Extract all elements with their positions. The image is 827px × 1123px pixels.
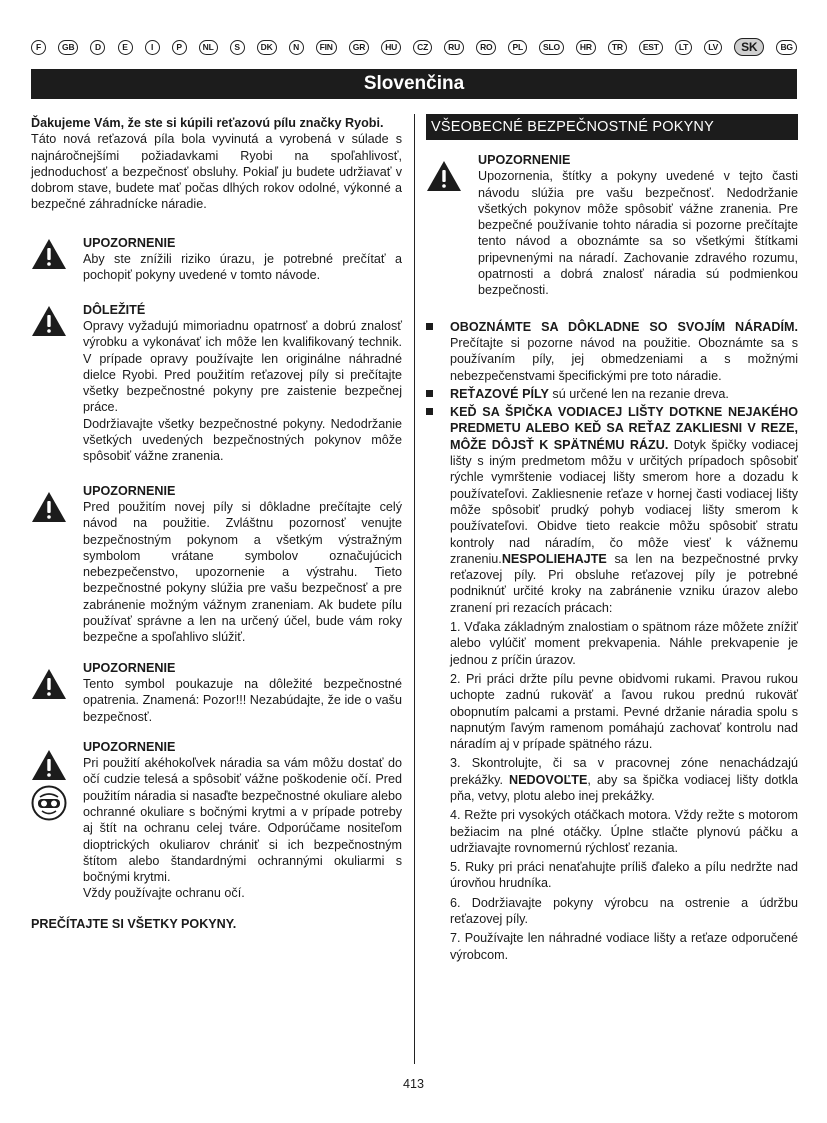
- language-badge-n: N: [289, 40, 304, 55]
- warning-triangle-icon: [426, 160, 462, 192]
- language-badge-i: I: [145, 40, 160, 55]
- numbered-item: 4. Režte pri vysokých otáčkach motora. Vždy režte s motorom bežiacim na plné otáčky. Úplne stlačte plynovú páčku a udržiavajte rovnomernú rýchlosť rezania.: [450, 808, 798, 855]
- warning-triangle-icon: [31, 238, 67, 270]
- section-title: VŠEOBECNÉ BEZPEČNOSTNÉ POKYNY: [426, 114, 798, 140]
- bullet-icon: [426, 408, 433, 415]
- safety-goggles-icon: [31, 785, 67, 821]
- rule-bold: OBOZNÁMTE SA DÔKLADNE SO SVOJÍM NÁRADÍM.: [450, 319, 798, 334]
- language-badge-sk: SK: [734, 38, 764, 56]
- eye-warning-block: [31, 739, 402, 902]
- column-divider: [414, 114, 415, 1064]
- language-badge-hr: HR: [576, 40, 596, 55]
- important-text-2: Dodržiavajte všetky bezpečnostné pokyny. Nedodržanie všetkých uvedených bezpečnostných pokynov môže spôsobiť vážne zranenia.: [83, 416, 402, 464]
- warning-heading: UPOZORNENIE: [83, 660, 176, 675]
- warning-heading: UPOZORNENIE: [83, 739, 176, 754]
- numbered-item: 1. Vďaka základným znalostiam o spätnom ráze môžete znížiť alebo vylúčiť moment prekvapenia. Náhle prekvapenie je jednou z príčin úrazov.: [450, 620, 798, 667]
- language-badge-pl: PL: [508, 40, 526, 55]
- important-heading: DÔLEŽITÉ: [83, 302, 146, 317]
- bullet-icon: [426, 323, 433, 330]
- rule-bold-2: NESPOLIEHAJTE: [501, 551, 607, 566]
- read-all-instructions: PREČÍTAJTE SI VŠETKY POKYNY.: [31, 916, 237, 931]
- right-column: [426, 114, 798, 965]
- language-badge-d: D: [90, 40, 105, 55]
- warning-heading: UPOZORNENIE: [83, 235, 176, 250]
- language-bar: [31, 38, 797, 56]
- rule-text: Dotyk špičky vodiacej lišty s iným predmetom môžu v určitých prípadoch spôsobiť rýchle vymrštenie vodiacej lišty smerom hore a dozadu k používateľovi. Zakliesnenie reťaze v hornej časti vodiacej lišty môže spôsobiť prudký pohyb vodiacej lišty smerom k používateľovi. Obidve tieto reakcie môžu spôsobiť stratu kontroly nad náradím, čo môže viesť k vážnemu zraneniu.: [450, 437, 798, 566]
- language-badge-cz: CZ: [413, 40, 432, 55]
- warning-triangle-icon: [31, 668, 67, 700]
- language-badge-ro: RO: [476, 40, 496, 55]
- warning-text: Upozornenia, štítky a pokyny uvedené v tejto časti návodu slúžia pre vašu bezpečnosť. Nedodržanie všetkých pokynov môže spôsobiť vážne zranenia. Pre bezpečné používanie tohto náradia si pozorne prečítajte tento návod a oboznámte sa so všetkými štítkami pripevnenými na náradí. Zachovanie zdravého rozumu, opatrnosti a dobrá znalosť náradia sú podmienkou bezpečnosti.: [478, 169, 798, 298]
- rule-bold: KEĎ SA ŠPIČKA VODIACEJ LIŠTY DOTKNE NEJAKÉHO PREDMETU ALEBO KEĎ SA REŤAZ ZAKLIESNI V REZE, MÔŽE DÔJSŤ K SPÄTNÉMU RÁZU.: [450, 405, 798, 452]
- language-badge-gb: GB: [58, 40, 78, 55]
- warning-block: [31, 660, 402, 725]
- page-number: 413: [402, 1077, 424, 1091]
- language-badge-lv: LV: [704, 40, 722, 55]
- numbered-item: 7. Používajte len náhradné vodiace lišty a reťaze odporučené výrobcom.: [450, 931, 798, 962]
- numbered-item: 2. Pri práci držte pílu pevne obidvomi rukami. Pravou rukou uchopte zadnú rukoväť a ľavou rukou prednú rukoväť obopnutím palcami a prstami. Pevné držanie náradia spolu s napnutým ľavým ramenom pomáhajú zachovať kontrolu nad náradím aj v prípade spätného rázu.: [450, 671, 798, 752]
- language-badge-ru: RU: [444, 40, 464, 55]
- rule-text: sú určené len na rezanie dreva.: [548, 386, 729, 401]
- language-badge-e: E: [118, 40, 133, 55]
- important-text: Opravy vyžadujú mimoriadnu opatrnosť a dobrú znalosť výrobku a vykonávať ich môže len kvalifikovaný technik. V prípade opravy používajte len originálne náhradné dielce Ryobi. Pred použitím reťazovej píly si prečítajte všetky bezpečnostné pokyny pre zaistenie bezpečnej práce.: [83, 318, 402, 415]
- warning-text: Pri použití akéhokoľvek náradia sa vám môžu dostať do očí cudzie telesá a spôsobiť vážne poškodenie očí. Pred použitím náradia si nasaďte bezpečnostné okuliare alebo ochranné okuliare s bočnými krytmi a v prípade potreby aj štít na ochranu celej tváre. Odporúčame nositeľom dioptrických okuliarov chrániť si ich bezpečnostným štítom alebo štandardnými ochrannými okuliarmi s bočnými krytmi.: [83, 756, 402, 885]
- warning-block: [31, 235, 402, 284]
- list-item: [426, 404, 798, 963]
- language-badge-lt: LT: [675, 40, 692, 55]
- language-badge-hu: HU: [381, 40, 401, 55]
- page-title: Slovenčina: [31, 69, 797, 99]
- warning-block: [31, 483, 402, 646]
- language-badge-s: S: [230, 40, 245, 55]
- list-item: [426, 319, 798, 384]
- warning-text: Aby ste znížili riziko úrazu, je potrebné prečítať a pochopiť pokyny uvedené v tomto návode.: [83, 252, 402, 283]
- warning-text: Tento symbol poukazuje na dôležité bezpečnostné opatrenia. Znamená: Pozor!!! Nezabúdajte, že ide o vašu bezpečnosť.: [83, 676, 402, 724]
- numbered-item: 5. Ruky pri práci nenaťahujte príliš ďaleko a pílu nedržte nad úrovňou hrudníka.: [450, 860, 798, 891]
- list-item: [426, 386, 798, 402]
- language-badge-fin: FIN: [316, 40, 337, 55]
- language-badge-nl: NL: [199, 40, 218, 55]
- warning-triangle-icon: [31, 749, 67, 781]
- safety-rules-list: [426, 319, 798, 963]
- rule-bold: REŤAZOVÉ PÍLY: [450, 386, 549, 401]
- language-badge-tr: TR: [608, 40, 627, 55]
- language-badge-dk: DK: [257, 40, 277, 55]
- intro-title: Ďakujeme Vám, že ste si kúpili reťazovú pílu značky Ryobi.: [31, 116, 384, 130]
- left-column: [31, 115, 402, 932]
- warning-triangle-icon: [31, 491, 67, 523]
- important-block: [31, 302, 402, 465]
- warning-text-2: Vždy používajte ochranu očí.: [83, 886, 245, 901]
- language-badge-bg: BG: [776, 40, 796, 55]
- warning-heading: UPOZORNENIE: [478, 153, 571, 167]
- language-badge-slo: SLO: [539, 40, 564, 55]
- numbered-item: 3. Skontrolujte, či sa v pracovnej zóne nenachádzajú prekážky. NEDOVOĽTE, aby sa špička vodiacej lišty dotkla pňa, vetvy, plotu alebo inej prekážky.: [450, 756, 798, 803]
- rule-text: Prečítajte si pozorne návod na použitie. Oboznámte sa s používaním píly, jej obmedzeniami a s možnými nebezpečenstvami špecifickými pre toto náradie.: [450, 335, 798, 383]
- warning-triangle-icon: [31, 305, 67, 337]
- language-badge-f: F: [31, 40, 46, 55]
- warning-heading: UPOZORNENIE: [83, 483, 176, 498]
- rule-text-2: sa len na bezpečnostné prvky reťazovej píly. Pri obsluhe reťazovej píly je potrebné podniknúť určité kroky na zabránenie vzniku úrazov alebo zranení pri rezacích prácach:: [450, 551, 798, 615]
- language-badge-p: P: [172, 40, 187, 55]
- language-badge-gr: GR: [349, 40, 369, 55]
- intro-text: Táto nová reťazová píla bola vyvinutá a vyrobená v súlade s najnáročnejšími požiadavkami Ryobi na spoľahlivosť, jednoduchosť a bezpečnosť obsluhy. Pokiaľ ju budete udržiavať v dobrom stave, budete mať počas dlhých rokov odolné, výkonné a bezpečné záhradnícke náradie.: [31, 132, 402, 212]
- warning-text: Pred použitím novej píly si dôkladne prečítajte celý návod na použitie. Zvláštnu pozornosť venujte bezpečnostným pokynom a všetkým výstražným symbolom vrátane symbolov označujúcich nebezpečenstvo, upozornenie a výstrahu. Tieto bezpečnostné pokyny slúžia pre vašu bezpečnosť a pre zabránenie možným vážnym zraneniam. Ak budete pílu používať správne a len na určený účel, bude vám roky bezpečne a spoľahlivo slúžiť.: [83, 499, 402, 645]
- language-badge-est: EST: [639, 40, 663, 55]
- warning-block: [426, 152, 798, 299]
- numbered-item: 6. Dodržiavajte pokyny výrobcu na ostrenie a údržbu reťazovej píly.: [450, 895, 798, 927]
- bullet-icon: [426, 390, 433, 397]
